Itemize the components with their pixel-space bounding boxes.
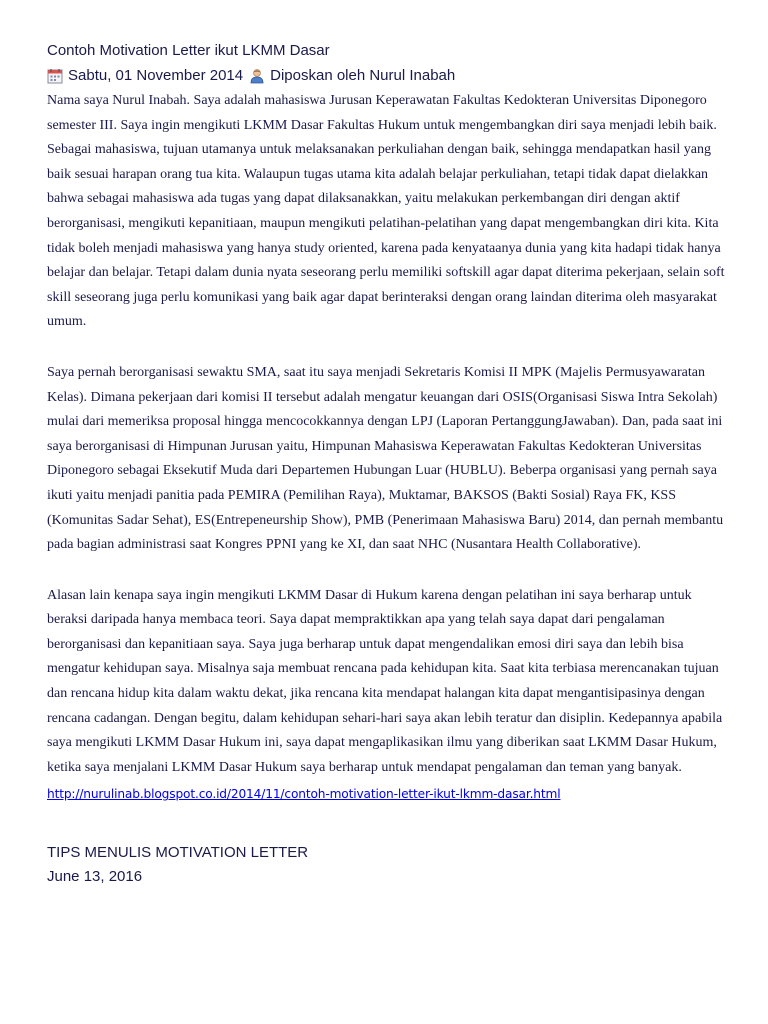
source-link[interactable]: http://nurulinab.blogspot.co.id/2014/11/contoh-motivation-letter-ikut-lkmm-dasar.html xyxy=(47,787,561,802)
document-page xyxy=(47,40,727,888)
post-date: Sabtu, 01 November 2014 xyxy=(68,67,244,84)
post-meta xyxy=(47,65,727,87)
post-body xyxy=(47,89,727,780)
paragraph-3: Alasan lain kenapa saya ingin mengikuti LKMM Dasar di Hukum karena dengan pelatihan ini saya berharap untuk beraksi daripada hanya membaca teori. Saya dapat mempraktikkan apa yang telah saya dapat dari pengalaman berorganisasi dan kepanitiaan saya. Saya juga berharap untuk dapat mengendalikan emosi diri saya dan lebih bisa mengatur kehidupan saya. Misalnya saja membuat rencana pada kehidupan kita. Saat kita terbiasa merencanakan tujuan dan rencana hidup kita dalam waktu dekat, jika rencana kita mendapat halangan kita dapat mengantisipasinya dengan rencana cadangan. Dengan begitu, dalam kehidupan sehari-hari saya akan lebih teratur dan disiplin. Kedepannya apabila saya mengikuti LKMM Dasar Hukum ini, saya dapat mengaplikasikan ilmu yang diberikan saat LKMM Dasar Hukum, ketika saya menjalani LKMM Dasar Hukum saya berharap untuk mendapat pengalaman dan teman yang banyak. xyxy=(47,587,723,775)
calendar-icon xyxy=(47,68,63,84)
user-icon xyxy=(249,68,265,84)
post-title: Contoh Motivation Letter ikut LKMM Dasar xyxy=(47,42,330,59)
paragraph-1: Nama saya Nurul Inabah. Saya adalah mahasiswa Jurusan Keperawatan Fakultas Kedokteran Universitas Diponegoro semester III. Saya ingin mengikuti LKMM Dasar Fakultas Hukum untuk mengembangkan diri saya menjadi lebih baik. Sebagai mahasiswa, tujuan utamanya untuk melaksanakan perkuliahan dengan baik, sehingga mendapatkan hasil yang baik sesuai harapan orang tua kita. Walaupun tugas utama kita adalah belajar perkuliahan, tetapi tidak dapat dielakkan bahwa sebagai mahasiswa ada tugas yang dapat dilaksanakkan, yaitu melakukan perkembangan diri dengan aktif berorganisasi, mengikuti kepanitiaan, maupun mengikuti pelatihan-pelatihan yang dapat mengembangkan diri kita. Kita tidak boleh menjadi mahasiswa yang hanya study oriented, karena pada kenyataanya dunia yang kita hadapi tidak hanya belajar dan belajar. Tetapi dalam dunia nyata seseorang perlu memiliki softskill agar dapat diterima pekerjaan, selain soft skill seseorang juga perlu komunikasi yang baik agar dapat berinteraksi dengan orang laindan diterima oleh masyarakat umum. xyxy=(47,93,725,330)
next-section-date: June 13, 2016 xyxy=(47,868,143,886)
next-section-title: TIPS MENULIS MOTIVATION LETTER xyxy=(47,844,309,862)
paragraph-2: Saya pernah berorganisasi sewaktu SMA, saat itu saya menjadi Sekretaris Komisi II MPK (Majelis Permusyawaratan Kelas). Dimana pekerjaan dari komisi II tersebut adalah mengatur keuangan dari OSIS(Organisasi Siswa Intra Sekolah) mulai dari memeriksa proposal hingga mencocokkannya dengan LPJ (Laporan PertanggungJawaban). Dan, pada saat ini saya berorganisasi di Himpunan Jurusan yaitu, Himpunan Mahasiswa Keperawatan Fakultas Kedokteran Universitas Diponegoro sebagai Eksekutif Muda dari Departemen Hubungan Luar (HUBLU). Beberpa organisasi yang pernah saya ikuti yaitu menjadi panitia pada PEMIRA (Pemilihan Raya), Muktamar, BAKSOS (Bakti Sosial) Raya FK, KSS (Komunitas Sadar Sehat), ES(Entrepeneurship Show), PMB (Penerimaan Mahasiswa Baru) 2014, dan pernah membantu pada bagian administrasi saat Kongres PPNI yang ke XI, dan saat NHC (Nusantara Health Collaborative). xyxy=(47,364,724,553)
post-author: Diposkan oleh Nurul Inabah xyxy=(270,67,456,84)
